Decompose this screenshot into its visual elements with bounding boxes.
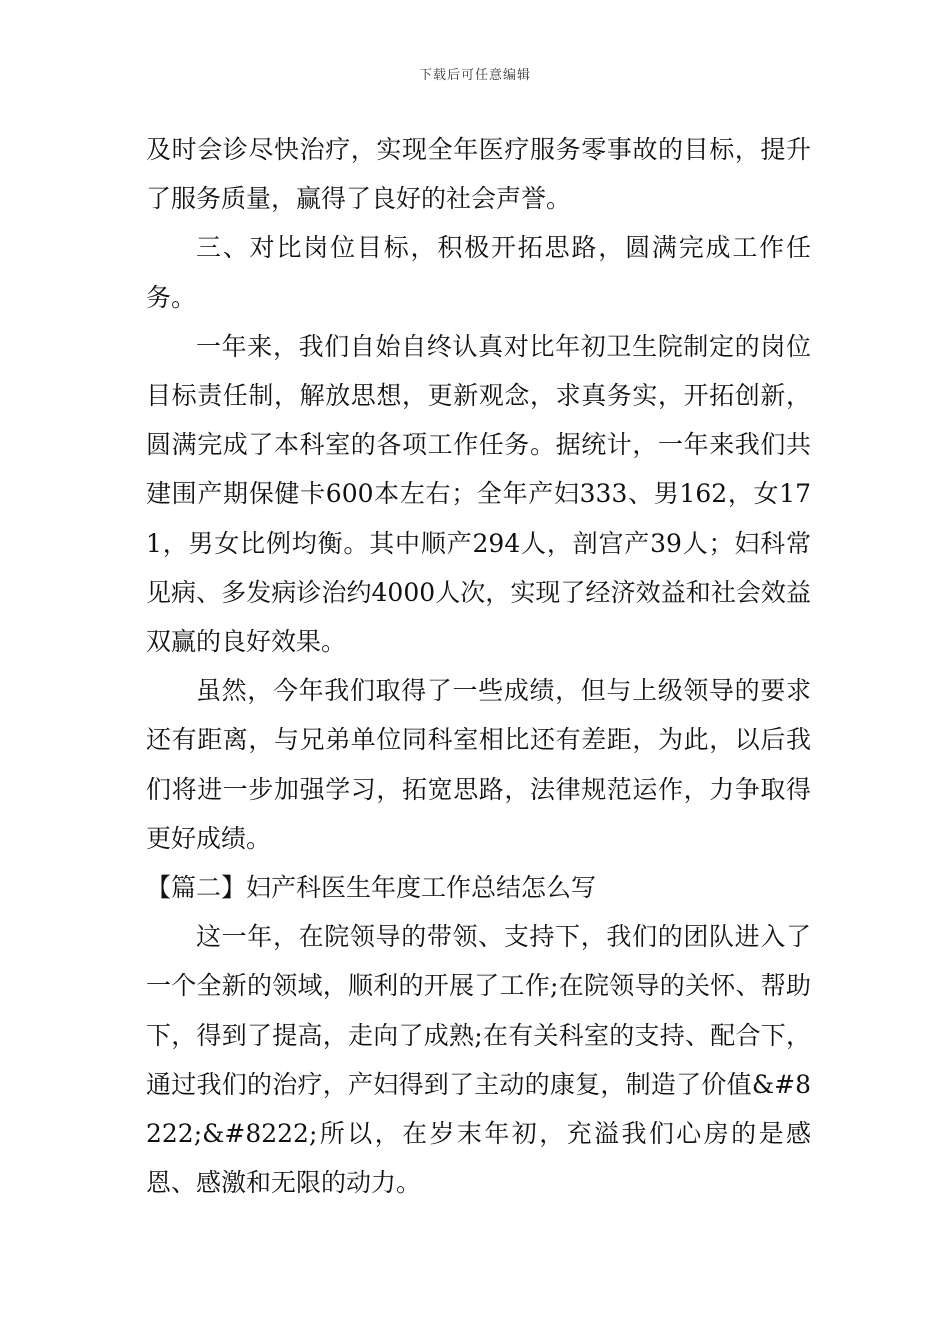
page-header-note: 下载后可任意编辑 (418, 68, 531, 83)
paragraph-shortcomings: 虽然，今年我们取得了一些成绩，但与上级领导的要求还有距离，与兄弟单位同科室相比还有差距，为此，以后我们将进一步加强学习，拓宽思路，法律规范运作，力争取得更好成绩。 (146, 676, 811, 853)
document-body (146, 125, 811, 1207)
section-two-title: 【篇二】妇产科医生年度工作总结怎么写 (146, 873, 597, 903)
paragraph-section-three-heading: 三、对比岗位目标，积极开拓思路，圆满完成工作任务。 (146, 233, 811, 312)
paragraph-section-two-intro: 这一年，在院领导的带领、支持下，我们的团队进入了一个全新的领域，顺利的开展了工作;在院领导的关怀、帮助下，得到了提高，走向了成熟;在有关科室的支持、配合下，通过我们的治疗，产妇得到了主动的康复，制造了价值&#8222;&#8222;所以，在岁末年初，充溢我们心房的是感恩、感激和无限的动力。 (146, 922, 811, 1198)
paragraph-continuation: 及时会诊尽快治疗，实现全年医疗服务零事故的目标，提升了服务质量，赢得了良好的社会声誉。 (146, 135, 811, 214)
paragraph-annual-statistics: 一年来，我们自始自终认真对比年初卫生院制定的岗位目标责任制，解放思想，更新观念，求真务实，开拓创新，圆满完成了本科室的各项工作任务。据统计，一年来我们共建围产期保健卡600本左右；全年产妇333、男162，女171，男女比例均衡。其中顺产294人，剖宫产39人；妇科常见病、多发病诊治约4000人次，实现了经济效益和社会效益双赢的良好效果。 (146, 331, 811, 657)
